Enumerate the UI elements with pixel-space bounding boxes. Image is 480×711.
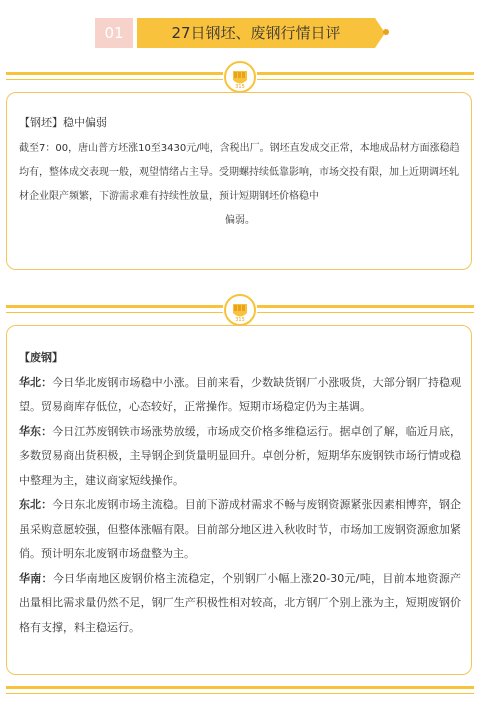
fist-shield-icon [223,60,257,94]
billet-card [6,92,472,270]
region-label: 华南： [19,571,53,585]
scrap-heading: 【废钢】 [19,351,63,364]
section-divider [6,60,474,94]
billet-heading: 【钢坯】稳中偏弱 [19,116,107,129]
section-number: 01 [95,18,133,48]
svg-text:315: 315 [235,84,245,90]
region-text: 今日江苏废钢铁市场涨势放缓，市场成交价格多维稳运行。据卓创了解，临近月底，多数贸易商出货积极，主导钢企到货量明显回升。卓创分析，短期华东废钢铁市场行情或稳中整理为主，建议商家短线操作。 [19,424,461,487]
region-paragraph [19,371,461,420]
billet-body: 截至7：00，唐山普方坯涨10至3430元/吨，含税出厂。钢坯直发成交正常，本地成品材方面涨稳趋均有，整体成交表现一般，观望情绪占主导。受期螺持续低靠影响，市场交投有限，加上近期调坯轧材企业限产频繁，下游需求难有持续性放量，预计短期钢坯价格稳中 [19,143,460,202]
section-divider [6,293,474,327]
banner-dot [383,29,389,35]
region-paragraph [19,493,461,567]
region-paragraph [19,567,461,641]
fist-shield-icon [223,293,257,327]
region-text: 今日东北废钢市场主流稳。目前下游成材需求不畅与废钢资源紧张因素相博弈，钢企虽采购意愿较强，但整体涨幅有限。目前部分地区进入秋收时节，市场加工废钢资源愈加紧俏。预计明东北废钢市场盘整为主。 [19,498,461,560]
page-title: 27日钢坯、废钢行情日评 [137,18,375,48]
bottom-divider-line-thin [6,693,474,694]
region-text: 今日华北废钢市场稳中小涨。目前来看，少数缺货钢厂小涨吸货，大部分钢厂持稳观望。贸易商库存低位，心态较好，正常操作。短期市场稳定仍为主基调。 [19,375,461,413]
region-text: 今日华南地区废钢价格主流稳定，个别钢厂小幅上涨20-30元/吨，目前本地资源产出量相比需求量仍然不足，钢厂生产积极性相对较高，北方钢厂个别上涨为主，短期废钢价格有支撑，料主稳运行。 [19,571,462,634]
region-paragraph [19,420,461,494]
region-label: 华东： [19,424,53,438]
svg-text:315: 315 [235,317,245,323]
bottom-divider-line [6,686,474,689]
billet-body-tail: 偏弱。 [225,215,255,226]
region-label: 东北： [19,498,53,511]
scrap-card [6,325,472,675]
title-banner [95,18,395,48]
region-label: 华北： [19,375,53,389]
